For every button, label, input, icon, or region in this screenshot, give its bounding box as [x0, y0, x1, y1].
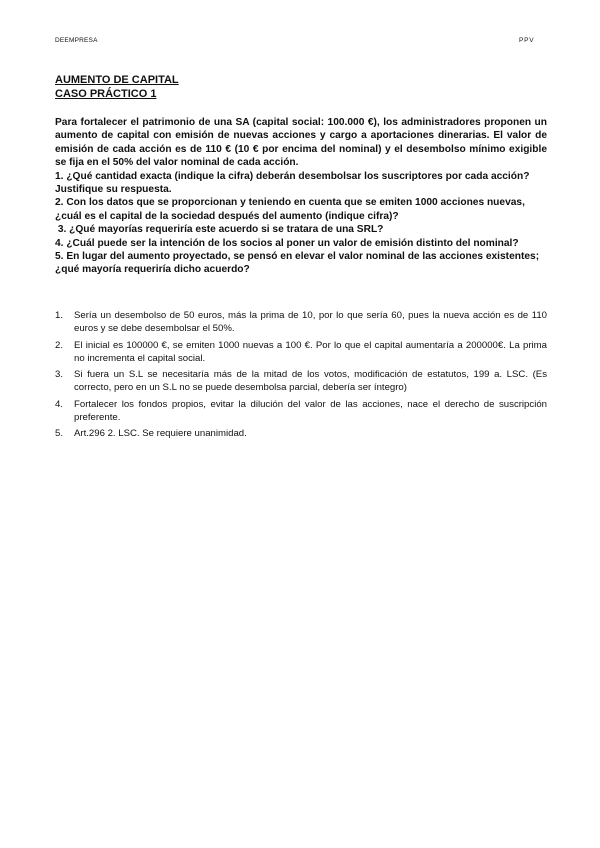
answer-number: 4.	[55, 398, 64, 410]
header-right-label: PPV	[519, 37, 535, 44]
question-4: 4. ¿Cuál puede ser la intención de los socios al poner un valor de emisión distinto del nominal?	[55, 237, 519, 249]
case-statement	[55, 116, 547, 277]
answer-item	[55, 368, 547, 394]
document-title: AUMENTO DE CAPITAL	[55, 74, 179, 86]
document-subtitle: CASO PRÁCTICO 1	[55, 88, 157, 100]
answer-item	[55, 309, 547, 335]
answer-item	[55, 427, 547, 440]
answers-list	[55, 309, 547, 444]
answer-number: 2.	[55, 339, 64, 351]
answer-text: Sería un desembolso de 50 euros, más la prima de 10, por lo que sería 60, pues la nueva acción es de 110 euros y se debe desembolsar el 50%.	[74, 310, 547, 334]
answer-text: El inicial es 100000 €, se emiten 1000 nuevas a 100 €. Por lo que el capital aumentaría a 200000€. La prima no incrementa el capital social.	[74, 339, 547, 364]
question-1: 1. ¿Qué cantidad exacta (indique la cifra) deberán desembolsar los suscriptores por cada acción? Justifique su respuesta.	[55, 170, 530, 196]
answer-text: Si fuera un S.L se necesitaría más de la mitad de los votos, modificación de estatutos, 199 a. LSC. (Es correcto, pero en un S.L no se puede desembolsa parcial, debería ser íntegro)	[74, 369, 547, 393]
answer-number: 5.	[55, 428, 64, 439]
statement-intro: Para fortalecer el patrimonio de una SA (capital social: 100.000 €), los administradores proponen un aumento de capital con emisión de nuevas acciones y cargo a aportaciones dinerarias. El valor de emisión de cada acción es de 110 € (10 € por encima del nominal) y el desembolso mínimo exigible se fija en el 50% del valor nominal de cada acción.	[55, 117, 547, 169]
header-left-label: DEEMPRESA	[55, 37, 98, 44]
title-block	[55, 73, 179, 101]
question-5: 5. En lugar del aumento proyectado, se pensó en elevar el valor nominal de las acciones existentes; ¿qué mayoría requeriría dicho acuerdo?	[55, 251, 540, 276]
question-2: 2. Con los datos que se proporcionan y teniendo en cuenta que se emiten 1000 acciones nuevas, ¿cuál es el capital de la sociedad después del aumento (indique cifra)?	[55, 197, 525, 222]
question-3: 3. ¿Qué mayorías requeriría este acuerdo si se tratara de una SRL?	[55, 224, 384, 236]
answer-item	[55, 398, 547, 424]
answer-text: Art.296 2. LSC. Se requiere unanimidad.	[74, 428, 247, 439]
answer-number: 3.	[55, 369, 64, 380]
answer-number: 1.	[55, 310, 64, 321]
answer-item	[55, 339, 547, 365]
answer-text: Fortalecer los fondos propios, evitar la dilución del valor de las acciones, nace el derecho de suscripción preferente.	[74, 398, 547, 423]
